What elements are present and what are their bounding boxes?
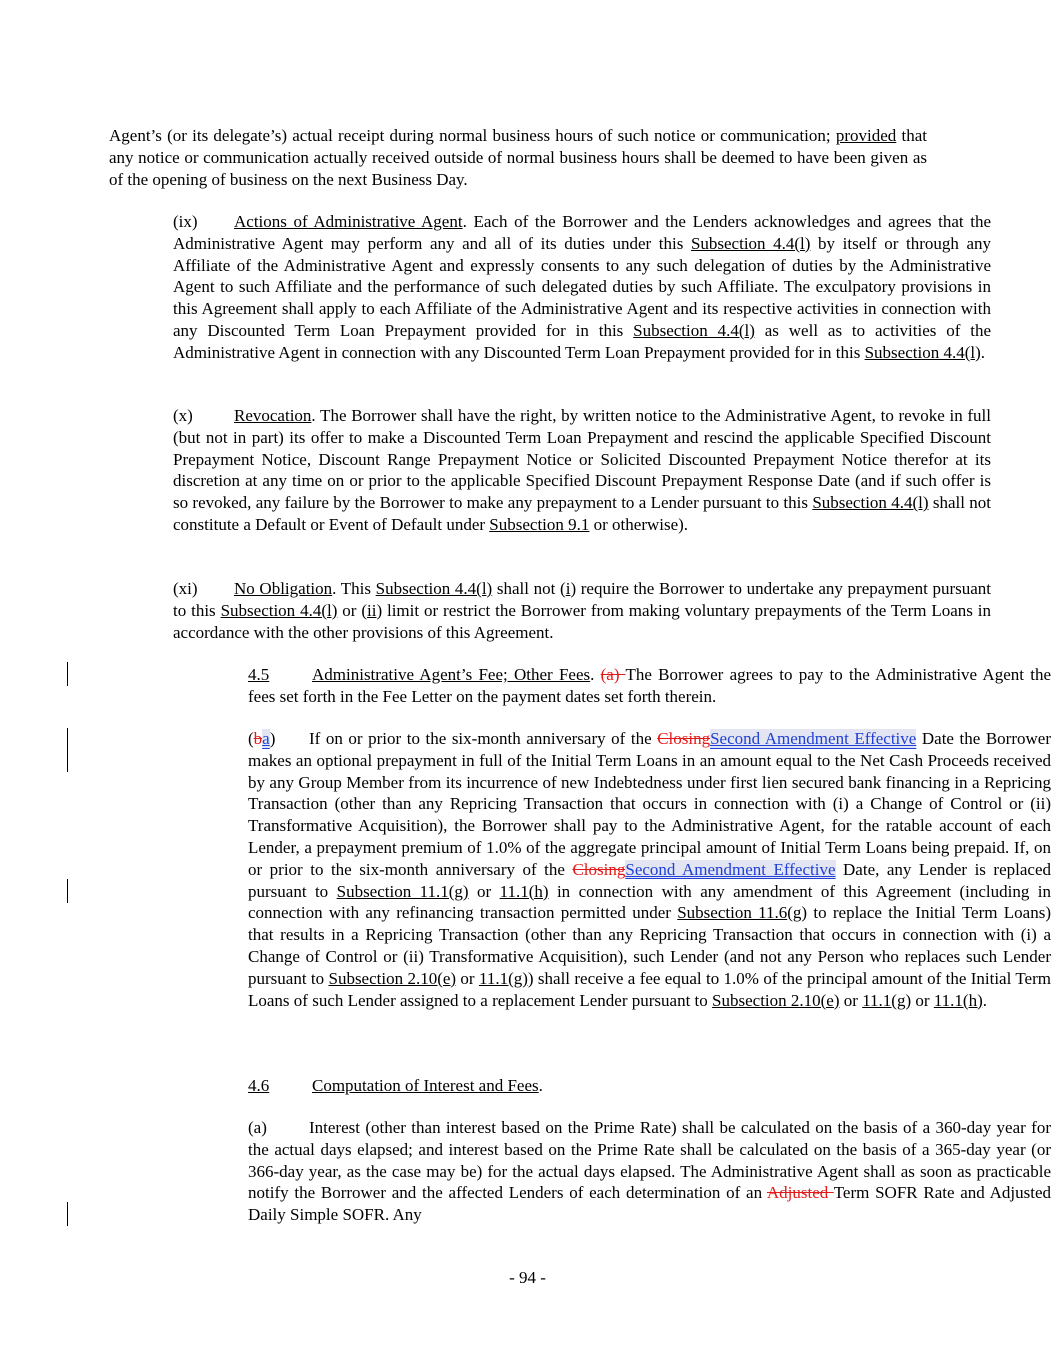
section-number: 4.5 <box>248 665 270 684</box>
paragraph-repricing-premium: (ba) If on or prior to the six-month anniversary of the ClosingSecond Amendment Effective Date the Borrower makes an optional prepayment in full of the Initial Term Loans in an amount equal to the Net Cash Proceeds received by any Group Member from its incurrence of new Indebtedness under first lien secured bank financing in a Repricing Transaction (other than any Repricing Transaction that occurs in connection with (i) a Change of Control or (ii) Transformative Acquisition), the Borrower shall pay to the Administrative Agent, for the ratable account of each Lender, a prepayment premium of 1.0% of the aggregate principal amount of Initial Term Loans being prepaid. If, on or prior to the six-month anniversary of the ClosingSecond Amendment Effective Date, any Lender is replaced pursuant to Subsection 11.1(g) or 11.1(h) in connection with any amendment of this Agreement (including in connection with any refinancing transaction permitted under Subsection 11.6(g) to replace the Initial Term Loans) that results in a Repricing Transaction (other than any Repricing Transaction that occurs in connection with (i) a Change of Control or (ii) Transformative Acquisition), such Lender (and not any Person who replaces such Lender pursuant to Subsection 2.10(e) or 11.1(g)) shall receive a fee equal to 1.0% of the principal amount of the Initial Term Loans of such Lender assigned to a replacement Lender pursuant to Subsection 2.10(e) or 11.1(g) or 11.1(h). <box>248 729 1051 1010</box>
deleted-text: b <box>253 729 263 748</box>
cross-reference: 11.1(h) <box>933 990 983 1010</box>
paragraph-notice-receipt: Agent’s (or its delegate’s) actual receipt during normal business hours of such notice or communication; provided that any notice or communication actually received outside of normal business hours shall be deemed to have been given as of the opening of business on the next Business Day. <box>109 126 927 189</box>
roman-numeral: i <box>565 579 571 598</box>
cross-reference: Subsection 9.1 <box>489 514 590 534</box>
paragraph-xi-no-obligation: (xi) No Obligation. This Subsection 4.4(l) shall not (i) require the Borrower to undertake any prepayment pursuant to this Subsection 4.4(l) or (ii) limit or restrict the Borrower from making voluntary prepayments of the Term Loans in accordance with the other provisions of this Agreement. <box>173 579 992 642</box>
cross-reference: Subsection 2.10(e) <box>328 968 457 988</box>
cross-reference: 11.1(h) <box>499 881 549 901</box>
section-heading: Computation of Interest and Fees <box>312 1076 539 1095</box>
clause-heading: Revocation <box>234 406 312 425</box>
clause-number: (ba) <box>248 729 276 748</box>
cross-reference: Subsection 4.4(l) <box>220 600 338 620</box>
inserted-text: Second Amendment Effective <box>710 729 917 748</box>
deleted-text: Closing <box>572 859 626 879</box>
change-bar <box>67 728 68 772</box>
cross-reference: Subsection 4.4(l) <box>633 320 755 340</box>
paragraph-x-revocation: (x) Revocation. The Borrower shall have the right, by written notice to the Administrative Agent, to revoke in full (but not in part) its offer to make a Discounted Term Loan Prepayment and rescind the applicable Specified Discount Prepayment Notice, Discount Range Prepayment Notice or Solicited Discounted Prepayment Notice therefor at its discretion at any time on or prior to the applicable Specified Discount Prepayment Response Date (and if such offer is so revoked, any failure by the Borrower to make any prepayment to a Lender pursuant to this Subsection 4.4(l) shall not constitute a Default or Event of Default under Subsection 9.1 or otherwise). <box>173 406 991 534</box>
change-bar <box>67 1202 68 1226</box>
term-provided: provided <box>835 126 897 145</box>
cross-reference: 11.1(g) <box>478 968 528 988</box>
deleted-text: Adjusted <box>766 1183 834 1203</box>
clause-heading: No Obligation <box>234 579 333 598</box>
section-number: 4.6 <box>248 1076 270 1095</box>
cross-reference: Subsection 11.1(g) <box>336 881 469 901</box>
section-4-5-fees: 4.5 Administrative Agent’s Fee; Other Fees. (a) The Borrower agrees to pay to the Administrative Agent the fees set forth in the Fee Letter on the payment dates set forth therein. <box>248 665 1052 706</box>
roman-numeral: ii <box>366 600 377 620</box>
section-heading: Administrative Agent’s Fee; Other Fees <box>312 665 591 684</box>
cross-reference: Subsection 4.4(l) <box>690 233 811 253</box>
paragraph-ix-actions: (ix) Actions of Administrative Agent. Each of the Borrower and the Lenders acknowledges and agrees that the Administrative Agent may perform any and all of its duties under this Subsection 4.4(l) by itself or through any Affiliate of the Administrative Agent and expressly consents to any such delegation of duties by the Administrative Agent to such Affiliate and the performance of such delegated duties by such Affiliate. The exculpatory provisions in this Agreement shall apply to each Affiliate of the Administrative Agent and its respective activities in connection with any Discounted Term Loan Prepayment provided for in this Subsection 4.4(l) as well as to activities of the Administrative Agent in connection with any Discounted Term Loan Prepayment provided for in this Subsection 4.4(l). <box>173 212 992 362</box>
clause-heading: Actions of Administrative Agent <box>234 212 463 231</box>
paragraph-interest-calculation: (a) Interest (other than interest based on the Prime Rate) shall be calculated on the basis of a 360-day year for the actual days elapsed; and interest based on the Prime Rate shall be calculated on the basis of a 365-day year (or 366-day year, as the case may be) for the actual days elapsed. The Administrative Agent shall as soon as practicable notify the Borrower and the affected Lenders of each determination of an Adjusted Term SOFR Rate and Adjusted Daily Simple SOFR. Any <box>248 1118 1052 1225</box>
section-4-6-computation: 4.6 Computation of Interest and Fees. <box>248 1076 543 1095</box>
cross-reference: Subsection 11.6 <box>677 903 788 923</box>
change-bar <box>67 662 68 686</box>
clause-number: (a) <box>248 1118 267 1137</box>
cross-reference: g <box>792 903 802 923</box>
cross-reference: Subsection 4.4(l) <box>864 342 981 362</box>
change-bar <box>67 879 68 903</box>
cross-reference: Subsection 4.4(l) <box>375 579 493 598</box>
cross-reference: 11.1(g) <box>862 990 912 1010</box>
inserted-text: a <box>262 729 270 748</box>
deleted-text: Closing <box>657 729 711 748</box>
inserted-text: Second Amendment Effective <box>625 859 836 879</box>
cross-reference: Subsection 2.10(e) <box>712 990 840 1010</box>
clause-number: (ix) <box>173 212 198 231</box>
cross-reference: Subsection 4.4(l) <box>812 493 929 513</box>
page-number: - 94 - <box>509 1268 546 1287</box>
clause-number: (x) <box>173 406 193 425</box>
deleted-text: (a) <box>600 665 626 684</box>
clause-number: (xi) <box>173 579 198 598</box>
